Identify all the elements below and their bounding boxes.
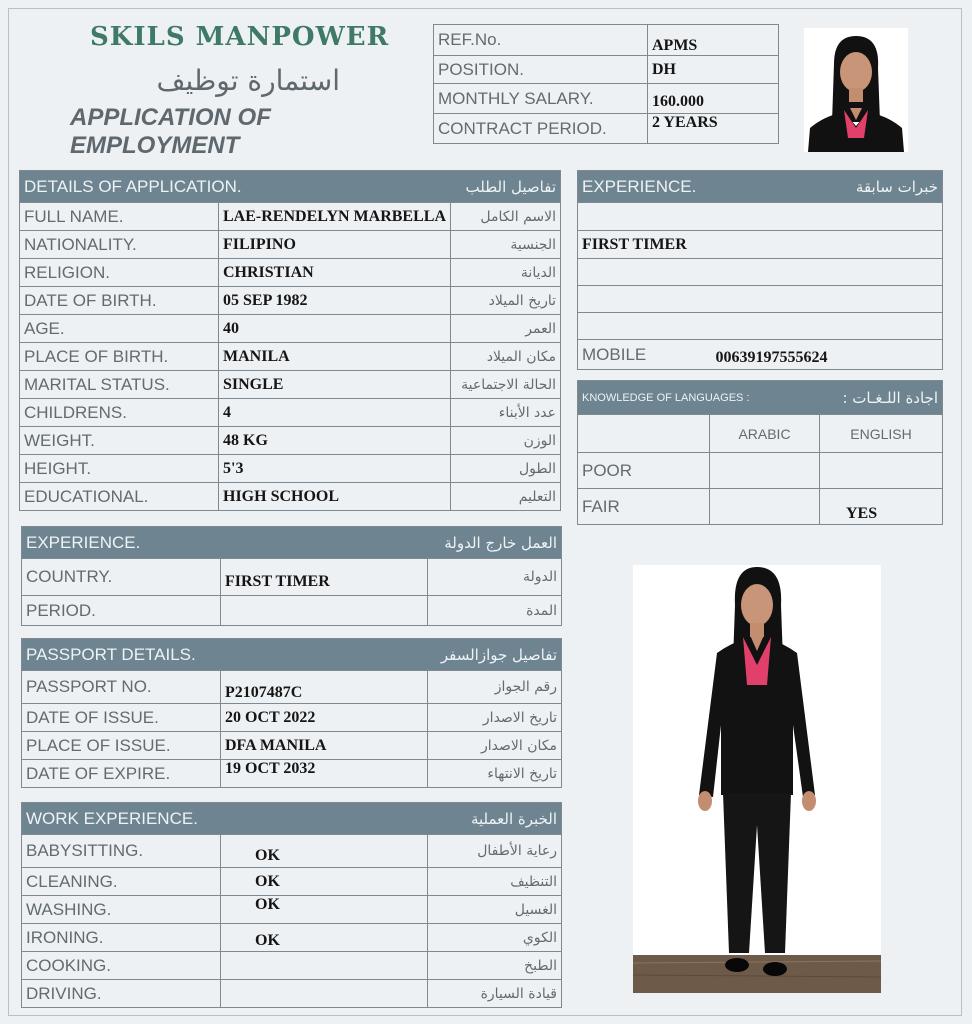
details-header: DETAILS OF APPLICATION. bbox=[20, 171, 451, 203]
experience-line-3 bbox=[578, 259, 943, 286]
passport-table bbox=[21, 638, 562, 788]
date-of-expire-value: 19 OCT 2032 bbox=[221, 760, 428, 788]
work-experience-header-arabic: الخبرة العملية bbox=[428, 803, 562, 835]
period-label: PERIOD. bbox=[22, 596, 221, 626]
place-of-birth-label: PLACE OF BIRTH. bbox=[20, 343, 219, 371]
ref-no-value: APMS bbox=[648, 25, 779, 56]
passport-header-arabic: تفاصيل جوازالسفر bbox=[428, 639, 562, 671]
washing-label: WASHING. bbox=[22, 896, 221, 924]
period-value bbox=[221, 596, 428, 626]
place-of-issue-arabic: مكان الاصدار bbox=[428, 732, 562, 760]
marital-status-arabic: الحالة الاجتماعية bbox=[451, 371, 561, 399]
educational-label: EDUCATIONAL. bbox=[20, 483, 219, 511]
marital-status-value: SINGLE bbox=[219, 371, 451, 399]
mobile-label: MOBILE bbox=[578, 340, 712, 370]
country-label: COUNTRY. bbox=[22, 559, 221, 596]
cooking-label: COOKING. bbox=[22, 952, 221, 980]
passport-no-label: PASSPORT NO. bbox=[22, 671, 221, 704]
place-of-birth-value: MANILA bbox=[219, 343, 451, 371]
fair-label: FAIR bbox=[578, 489, 710, 525]
languages-header-arabic: اجادة اللـغـات : bbox=[820, 381, 943, 415]
languages-table bbox=[577, 380, 943, 525]
poor-label: POOR bbox=[578, 453, 710, 489]
washing-value: OK bbox=[221, 896, 428, 924]
poor-arabic-value bbox=[710, 453, 820, 489]
driving-arabic: قيادة السيارة bbox=[428, 980, 562, 1008]
babysitting-label: BABYSITTING. bbox=[22, 835, 221, 868]
age-value: 40 bbox=[219, 315, 451, 343]
driving-value bbox=[221, 980, 428, 1008]
abroad-experience-header: EXPERIENCE. bbox=[22, 527, 428, 559]
educational-arabic: التعليم bbox=[451, 483, 561, 511]
languages-corner bbox=[578, 415, 710, 453]
monthly-salary-value: 160.000 bbox=[648, 84, 779, 114]
previous-experience-table bbox=[577, 170, 943, 370]
country-value: FIRST TIMER bbox=[221, 559, 428, 596]
reference-table bbox=[433, 24, 779, 144]
religion-label: RELIGION. bbox=[20, 259, 219, 287]
nationality-arabic: الجنسية bbox=[451, 231, 561, 259]
cleaning-label: CLEANING. bbox=[22, 868, 221, 896]
ironing-value: OK bbox=[221, 924, 428, 952]
religion-arabic: الديانة bbox=[451, 259, 561, 287]
english-column-header: ENGLISH bbox=[820, 415, 943, 453]
childrens-label: CHILDRENS. bbox=[20, 399, 219, 427]
date-of-birth-value: 05 SEP 1982 bbox=[219, 287, 451, 315]
childrens-value: 4 bbox=[219, 399, 451, 427]
ironing-label: IRONING. bbox=[22, 924, 221, 952]
experience-line-1 bbox=[578, 203, 943, 231]
driving-label: DRIVING. bbox=[22, 980, 221, 1008]
fair-english-value: YES bbox=[820, 489, 943, 525]
weight-arabic: الوزن bbox=[451, 427, 561, 455]
date-of-birth-label: DATE OF BIRTH. bbox=[20, 287, 219, 315]
date-of-birth-arabic: تاريخ الميلاد bbox=[451, 287, 561, 315]
passport-no-arabic: رقم الجواز bbox=[428, 671, 562, 704]
form-title-arabic: استمارة توظيف bbox=[156, 64, 340, 97]
fair-arabic-value bbox=[710, 489, 820, 525]
form-title: APPLICATION OF EMPLOYMENT bbox=[70, 104, 271, 159]
washing-arabic: الغسيل bbox=[428, 896, 562, 924]
weight-label: WEIGHT. bbox=[20, 427, 219, 455]
date-of-issue-value: 20 OCT 2022 bbox=[221, 704, 428, 732]
contract-period-value: 2 YEARS bbox=[648, 114, 779, 144]
childrens-arabic: عدد الأبناء bbox=[451, 399, 561, 427]
period-arabic: المدة bbox=[428, 596, 562, 626]
place-of-birth-arabic: مكان الميلاد bbox=[451, 343, 561, 371]
full-body-photo bbox=[633, 565, 881, 993]
mobile-value: 00639197555624 bbox=[712, 340, 943, 370]
age-arabic: العمر bbox=[451, 315, 561, 343]
cooking-arabic: الطبخ bbox=[428, 952, 562, 980]
place-of-issue-value: DFA MANILA bbox=[221, 732, 428, 760]
height-value: 5'3 bbox=[219, 455, 451, 483]
position-label: POSITION. bbox=[434, 56, 648, 84]
passport-photo bbox=[804, 28, 908, 152]
weight-value: 48 KG bbox=[219, 427, 451, 455]
experience-line-5 bbox=[578, 313, 943, 340]
details-table bbox=[19, 170, 561, 511]
cleaning-arabic: التنظيف bbox=[428, 868, 562, 896]
nationality-value: FILIPINO bbox=[219, 231, 451, 259]
ironing-arabic: الكوي bbox=[428, 924, 562, 952]
abroad-experience-header-arabic: العمل خارج الدولة bbox=[428, 527, 562, 559]
full-name-value: LAE-RENDELYN MARBELLA bbox=[219, 203, 451, 231]
company-name: SKILS MANPOWER bbox=[90, 22, 390, 52]
educational-value: HIGH SCHOOL bbox=[219, 483, 451, 511]
marital-status-label: MARITAL STATUS. bbox=[20, 371, 219, 399]
date-of-expire-label: DATE OF EXPIRE. bbox=[22, 760, 221, 788]
previous-experience-header: EXPERIENCE. bbox=[578, 171, 712, 203]
passport-no-value: P2107487C bbox=[221, 671, 428, 704]
height-label: HEIGHT. bbox=[20, 455, 219, 483]
ref-no-label: REF.No. bbox=[434, 25, 648, 56]
abroad-experience-table bbox=[21, 526, 562, 626]
languages-header: KNOWLEDGE OF LANGUAGES : bbox=[578, 381, 820, 415]
country-arabic: الدولة bbox=[428, 559, 562, 596]
cleaning-value: OK bbox=[221, 868, 428, 896]
religion-value: CHRISTIAN bbox=[219, 259, 451, 287]
date-of-expire-arabic: تاريخ الانتهاء bbox=[428, 760, 562, 788]
passport-header: PASSPORT DETAILS. bbox=[22, 639, 428, 671]
contract-period-label: CONTRACT PERIOD. bbox=[434, 114, 648, 144]
place-of-issue-label: PLACE OF ISSUE. bbox=[22, 732, 221, 760]
full-name-label: FULL NAME. bbox=[20, 203, 219, 231]
experience-line-4 bbox=[578, 286, 943, 313]
previous-experience-header-arabic: خبرات سابقة bbox=[712, 171, 943, 203]
poor-english-value bbox=[820, 453, 943, 489]
monthly-salary-label: MONTHLY SALARY. bbox=[434, 84, 648, 114]
date-of-issue-label: DATE OF ISSUE. bbox=[22, 704, 221, 732]
full-name-arabic: الاسم الكامل bbox=[451, 203, 561, 231]
position-value: DH bbox=[648, 56, 779, 84]
details-header-arabic: تفاصيل الطلب bbox=[451, 171, 561, 203]
arabic-column-header: ARABIC bbox=[710, 415, 820, 453]
date-of-issue-arabic: تاريخ الاصدار bbox=[428, 704, 562, 732]
nationality-label: NATIONALITY. bbox=[20, 231, 219, 259]
previous-experience-value: FIRST TIMER bbox=[578, 231, 943, 259]
babysitting-value: OK bbox=[221, 835, 428, 868]
age-label: AGE. bbox=[20, 315, 219, 343]
babysitting-arabic: رعاية الأطفال bbox=[428, 835, 562, 868]
cooking-value bbox=[221, 952, 428, 980]
work-experience-table bbox=[21, 802, 562, 1008]
height-arabic: الطول bbox=[451, 455, 561, 483]
work-experience-header: WORK EXPERIENCE. bbox=[22, 803, 428, 835]
